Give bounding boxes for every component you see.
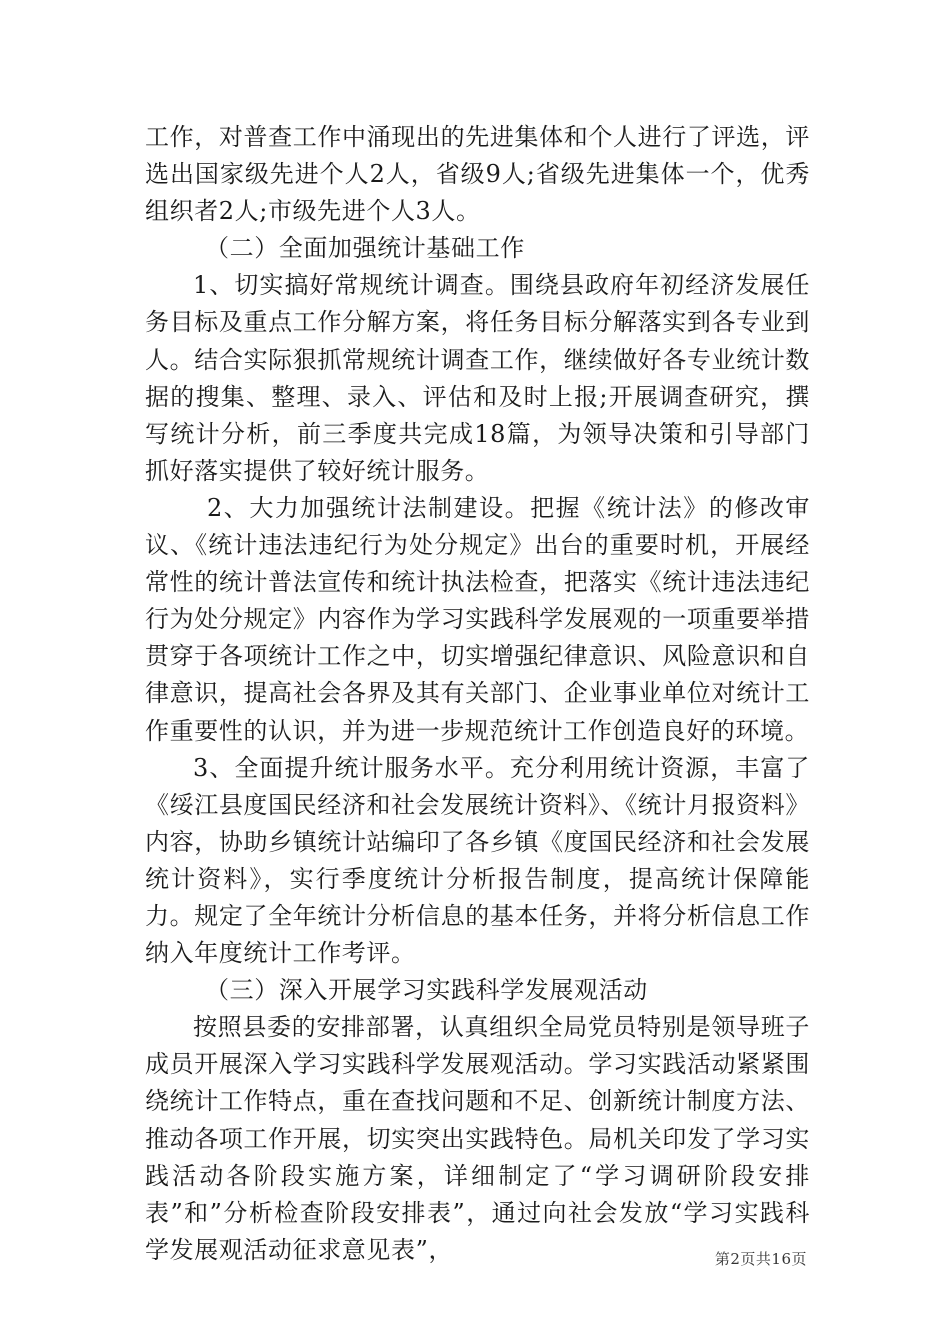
page-number: 第2页共16页 xyxy=(714,1250,807,1268)
paragraph-study-practice: 按照县委的安排部署，认真组织全局党员特别是领导班子成员开展深入学习实践科学发展观活动。学习实践活动紧紧围绕统计工作特点，重在查找问题和不足、创新统计制度方法、推动各项工作开展，切实突出实践特色。局机关印发了学习实践活动各阶段实施方案，详细制定了“学习调研阶段安排表”和”分析检查阶段安排表”，通过向社会发放“学习实践科学发展观活动征求意见表”， xyxy=(145,1013,810,1264)
paragraph-item-2: 2、大力加强统计法制建设。把握《统计法》的修改审议、《统计违法违纪行为处分规定》出台的重要时机，开展经常性的统计普法宣传和统计执法检查，把落实《统计违法违纪行为处分规定》内容作为学习实践科学发展观的一项重要举措贯穿于各项统计工作之中，切实增强纪律意识、风险意识和自律意识，提高社会各界及其有关部门、企业事业单位对统计工作重要性的认识，并为进一步规范统计工作创造良好的环境。 xyxy=(145,493,810,745)
section-heading-2: （二）全面加强统计基础工作 xyxy=(205,234,525,263)
paragraph-item-1: 1、切实搞好常规统计调查。围绕县政府年初经济发展任务目标及重点工作分解方案，将任务目标分解落实到各专业到人。结合实际狠抓常规统计调查工作，继续做好各专业统计数据的搜集、整理、录入、评估和及时上报;开展调查研究，撰写统计分析，前三季度共完成18篇，为领导决策和引导部门抓好落实提供了较好统计服务。 xyxy=(145,271,810,485)
paragraph-item-3: 3、全面提升统计服务水平。充分利用统计资源，丰富了《绥江县度国民经济和社会发展统计资料》、《统计月报资料》内容，协助乡镇统计站编印了各乡镇《度国民经济和社会发展统计资料》，实行季度统计分析报告制度，提高统计保障能力。规定了全年统计分析信息的基本任务，并将分析信息工作纳入年度统计工作考评。 xyxy=(145,753,810,968)
document-body xyxy=(145,119,810,1269)
paragraph-continued: 工作，对普查工作中涌现出的先进集体和个人进行了评选，评选出国家级先进个人2人，省级9人;省级先进集体一个，优秀组织者2人;市级先进个人3人。 xyxy=(145,123,810,226)
section-heading-3: （三）深入开展学习实践科学发展观活动 xyxy=(205,976,648,1005)
